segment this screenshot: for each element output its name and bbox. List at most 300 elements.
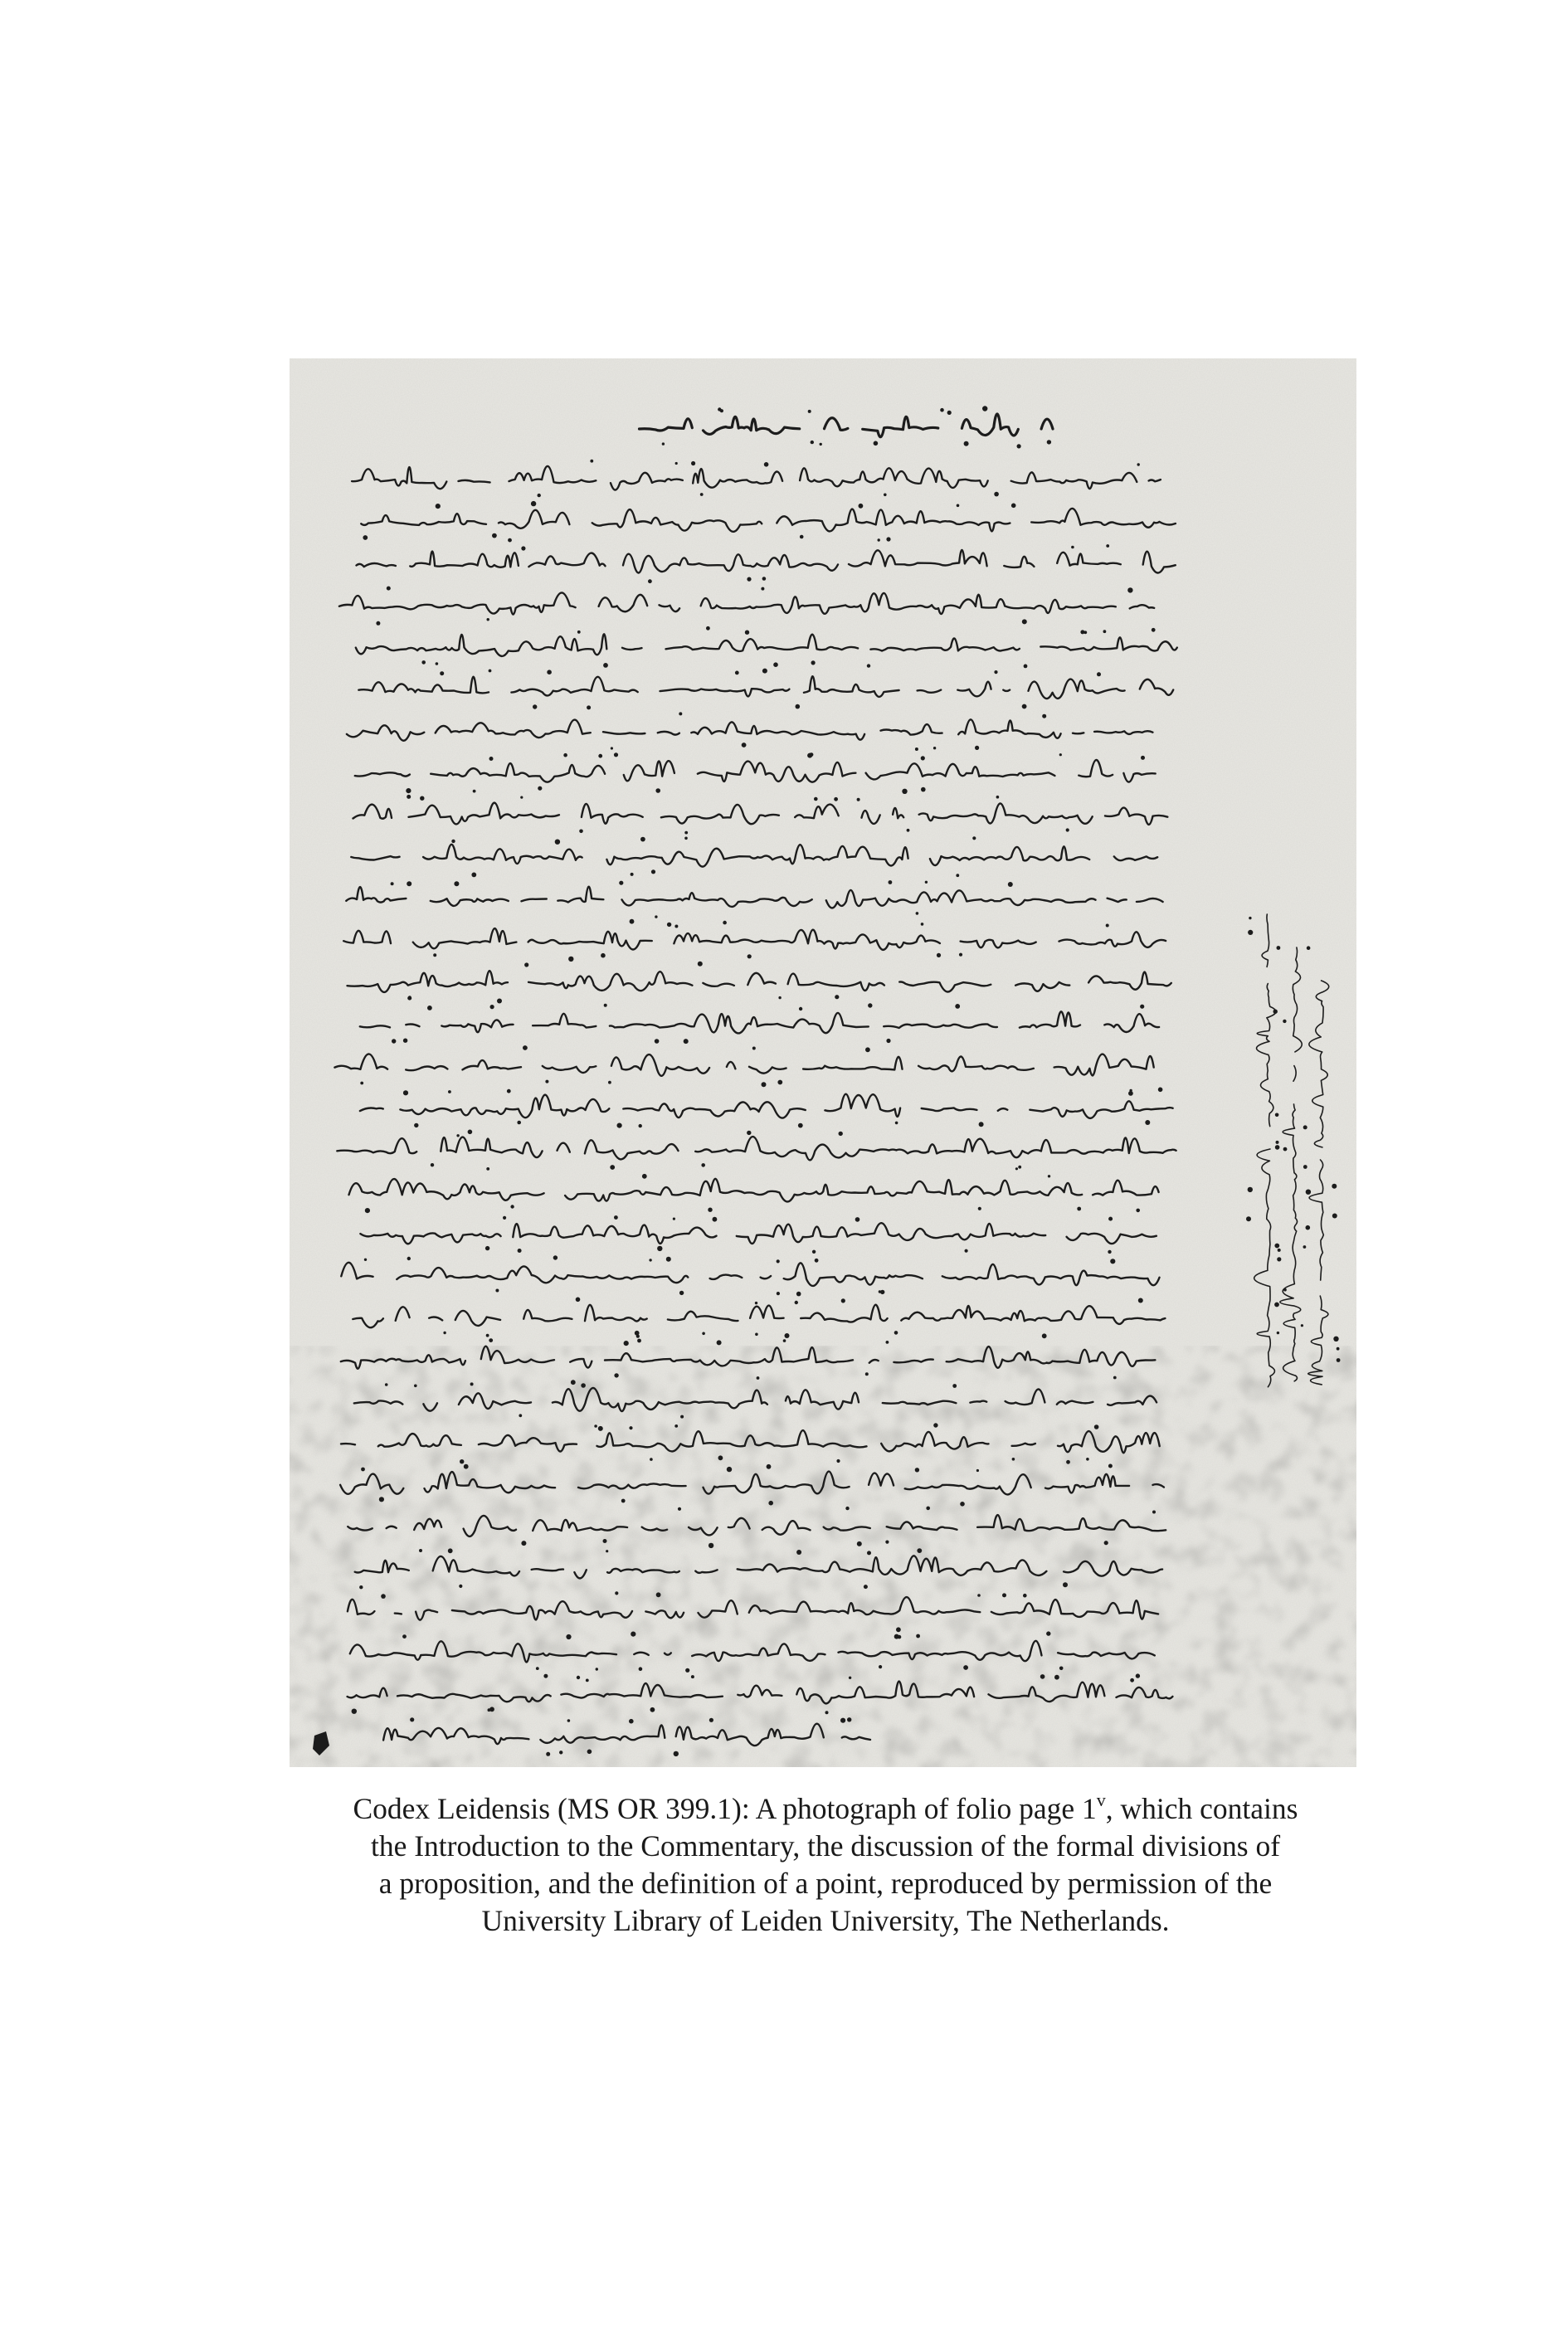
diacritic-dot <box>543 1674 548 1678</box>
diacritic-dot <box>631 1632 635 1637</box>
diacritic-dot <box>1086 1458 1089 1461</box>
diacritic-dot <box>799 1007 802 1010</box>
diacritic-dot <box>747 577 751 582</box>
diacritic-dot <box>1248 930 1253 935</box>
diacritic-dot <box>878 538 880 541</box>
diacritic-dot <box>495 1289 499 1293</box>
diacritic-dot <box>960 1502 965 1507</box>
diacritic-dot <box>640 837 645 842</box>
diacritic-dot <box>485 1246 489 1250</box>
diacritic-dot <box>1097 672 1101 676</box>
diacritic-dot <box>1158 1088 1163 1093</box>
diacritic-dot <box>796 704 801 709</box>
diacritic-dot <box>621 1499 626 1503</box>
diacritic-dot <box>1337 1358 1341 1362</box>
diacritic-dot <box>768 1501 773 1506</box>
diacritic-dot <box>555 840 560 845</box>
diacritic-dot <box>497 999 502 1004</box>
diacritic-dot <box>486 1167 489 1171</box>
diacritic-dot <box>807 753 812 758</box>
diacritic-dot <box>840 1718 845 1723</box>
diacritic-dot <box>1023 1594 1027 1598</box>
diacritic-dot <box>1275 1145 1280 1150</box>
diacritic-dot <box>867 664 870 667</box>
diacritic-dot <box>706 626 710 631</box>
diacritic-dot <box>655 1039 660 1044</box>
diacritic-dot <box>547 670 552 674</box>
diacritic-dot <box>524 962 528 967</box>
diacritic-dot <box>1042 1333 1047 1338</box>
diacritic-dot <box>718 407 721 411</box>
diacritic-dot <box>675 462 678 465</box>
diacritic-dot <box>519 1414 522 1417</box>
diacritic-dot <box>679 1291 684 1295</box>
diacritic-dot <box>421 660 426 665</box>
diacritic-dot <box>655 788 660 793</box>
diacritic-dot <box>773 662 778 667</box>
diacritic-dot <box>473 790 476 793</box>
diacritic-dot <box>717 1340 722 1345</box>
diacritic-dot <box>521 1541 526 1546</box>
diacritic-dot <box>636 1335 640 1338</box>
diacritic-dot <box>436 504 441 509</box>
diacritic-dot <box>691 461 695 465</box>
diacritic-dot <box>886 1039 890 1043</box>
diacritic-dot <box>857 1541 862 1546</box>
diacritic-dot <box>1307 946 1311 950</box>
diacritic-dot <box>713 1217 718 1222</box>
diacritic-dot <box>691 1675 694 1678</box>
diacritic-dot <box>614 752 618 757</box>
diacritic-dot <box>867 1551 871 1555</box>
diacritic-dot <box>865 1372 869 1376</box>
diacritic-dot <box>649 1259 651 1261</box>
diacritic-dot <box>451 840 455 843</box>
diacritic-dot <box>1130 1678 1134 1682</box>
diacritic-dot <box>674 1751 679 1756</box>
diacritic-dot <box>1137 463 1140 465</box>
diacritic-dot <box>488 1708 491 1712</box>
diacritic-dot <box>587 705 591 709</box>
diacritic-dot <box>531 501 536 506</box>
diacritic-dot <box>1274 1303 1279 1307</box>
diacritic-dot <box>757 1376 760 1380</box>
diacritic-dot <box>952 1384 957 1388</box>
diacritic-dot <box>820 443 822 446</box>
diacritic-dot <box>885 1541 889 1544</box>
diacritic-dot <box>650 1707 655 1712</box>
diacritic-dot <box>433 953 436 957</box>
diacritic-dot <box>808 410 811 413</box>
water-stain <box>397 1412 1327 1744</box>
diacritic-dot <box>642 1174 647 1179</box>
diacritic-dot <box>785 1333 790 1338</box>
diacritic-dot <box>907 829 910 832</box>
diacritic-dot <box>486 1334 489 1337</box>
diacritic-dot <box>811 660 816 665</box>
diacritic-dot <box>933 1423 937 1427</box>
diacritic-dot <box>777 1259 780 1263</box>
diacritic-dot <box>996 796 1000 799</box>
diacritic-dot <box>1152 628 1156 632</box>
diacritic-dot <box>407 1257 411 1260</box>
diacritic-dot <box>855 1217 860 1222</box>
diacritic-dot <box>523 1045 528 1050</box>
diacritic-dot <box>864 1585 868 1589</box>
diacritic-dot <box>814 797 818 801</box>
diacritic-dot <box>614 1215 618 1220</box>
diacritic-dot <box>598 754 602 758</box>
diacritic-dot <box>364 1259 367 1261</box>
diacritic-dot <box>886 1341 889 1344</box>
diacritic-dot <box>1136 1209 1140 1213</box>
diacritic-dot <box>926 1507 930 1511</box>
diacritic-dot <box>1022 619 1027 624</box>
diacritic-dot <box>553 1255 558 1259</box>
diacritic-dot <box>518 1249 522 1253</box>
diacritic-dot <box>533 704 537 709</box>
diacritic-dot <box>387 587 391 591</box>
diacritic-dot <box>1301 1324 1303 1327</box>
diacritic-dot <box>1047 440 1051 444</box>
diacritic-dot <box>849 1677 851 1679</box>
diacritic-dot <box>755 1302 757 1304</box>
diacritic-dot <box>684 831 688 835</box>
diacritic-dot <box>777 1080 782 1085</box>
diacritic-dot <box>1273 1010 1278 1014</box>
diacritic-dot <box>857 798 860 801</box>
diacritic-dot <box>812 1250 816 1254</box>
diacritic-dot <box>917 1548 922 1553</box>
diacritic-dot <box>1303 1125 1307 1129</box>
diacritic-dot <box>471 873 476 878</box>
diacritic-dot <box>381 1594 386 1599</box>
diacritic-dot <box>959 953 962 957</box>
diacritic-dot <box>955 1004 960 1009</box>
diacritic-dot <box>915 747 918 751</box>
diacritic-dot <box>392 1039 396 1043</box>
diacritic-dot <box>685 1668 689 1673</box>
diacritic-dot <box>538 786 542 791</box>
diacritic-dot <box>666 1257 671 1262</box>
diacritic-dot <box>503 1216 506 1220</box>
diacritic-dot <box>800 535 804 539</box>
diacritic-dot <box>1333 1337 1338 1342</box>
diacritic-dot <box>615 1591 618 1595</box>
diacritic-dot <box>1141 756 1145 760</box>
diacritic-dot <box>755 1333 758 1337</box>
diacritic-dot <box>1012 1458 1015 1461</box>
diacritic-dot <box>674 925 678 928</box>
diacritic-dot <box>1008 882 1013 887</box>
diacritic-dot <box>1138 1298 1143 1303</box>
diacritic-dot <box>637 1339 641 1343</box>
diacritic-dot <box>916 1634 920 1639</box>
diacritic-dot <box>965 1249 968 1253</box>
caption-line-4: University Library of Leiden University, The Netherlands. <box>481 1904 1170 1937</box>
diacritic-dot <box>448 1090 451 1093</box>
diacritic-dot <box>884 494 887 497</box>
diacritic-dot <box>489 757 494 761</box>
diacritic-dot <box>538 494 541 497</box>
diacritic-dot <box>1110 1259 1115 1264</box>
diacritic-dot <box>619 881 623 885</box>
diacritic-dot <box>735 671 739 675</box>
diacritic-dot <box>590 460 593 463</box>
diacritic-dot <box>1063 1582 1068 1587</box>
diacritic-dot <box>1018 1166 1021 1169</box>
diacritic-dot <box>921 923 924 926</box>
diacritic-dot <box>752 1047 756 1050</box>
diacritic-dot <box>563 753 567 757</box>
diacritic-dot <box>994 670 997 674</box>
diacritic-dot <box>508 538 512 543</box>
diacritic-dot <box>391 882 394 885</box>
diacritic-dot <box>795 1301 798 1304</box>
diacritic-dot <box>1024 665 1028 669</box>
diacritic-dot <box>545 1080 548 1083</box>
diacritic-dot <box>406 788 411 793</box>
diacritic-dot <box>834 797 838 801</box>
diacritic-dot <box>571 1380 576 1385</box>
diacritic-dot <box>352 1709 357 1714</box>
diacritic-dot <box>1066 1460 1070 1464</box>
diacritic-dot <box>517 1121 521 1125</box>
caption-line-3: a proposition, and the definition of a point, reproduced by permission of the <box>378 1867 1273 1900</box>
diacritic-dot <box>489 670 492 673</box>
diacritic-dot <box>1277 946 1281 950</box>
diacritic-dot <box>379 1497 384 1502</box>
diacritic-dot <box>1152 1511 1156 1514</box>
diacritic-dot <box>937 953 941 957</box>
diacritic-dot <box>656 1592 661 1597</box>
diacritic-dot <box>629 1719 634 1724</box>
diacritic-dot <box>559 1751 562 1754</box>
diacritic-dot <box>536 1667 539 1670</box>
diacritic-dot <box>492 533 497 538</box>
diacritic-dot <box>376 621 380 626</box>
diacritic-dot <box>886 537 890 541</box>
diacritic-dot <box>408 996 411 999</box>
diacritic-dot <box>702 1332 705 1336</box>
diacritic-dot <box>468 1130 473 1135</box>
diacritic-dot <box>639 1667 643 1671</box>
diacritic-dot <box>1066 828 1069 831</box>
diacritic-dot <box>679 712 682 715</box>
caption-superscript: v <box>1096 1790 1106 1811</box>
diacritic-dot <box>577 1676 580 1679</box>
diacritic-dot <box>587 1750 592 1755</box>
diacritic-dot <box>678 1507 681 1511</box>
diacritic-dot <box>1127 587 1132 592</box>
diacritic-dot <box>460 1459 464 1463</box>
diacritic-dot <box>896 1627 901 1632</box>
diacritic-dot <box>762 669 767 674</box>
diacritic-dot <box>1083 631 1087 634</box>
diacritic-dot <box>674 1424 678 1428</box>
diacritic-dot <box>487 618 489 621</box>
diacritic-dot <box>915 1468 919 1472</box>
diacritic-dot <box>410 1717 414 1721</box>
diacritic-dot <box>921 756 925 760</box>
diacritic-dot <box>617 1123 622 1128</box>
diacritic-dot <box>581 1383 586 1388</box>
caption-line-1: Codex Leidensis (MS OR 399.1): A photograph of folio page 1$^v$, which contains <box>353 1790 1298 1825</box>
diacritic-dot <box>1276 1141 1279 1144</box>
diacritic-dot <box>1059 1667 1064 1671</box>
diacritic-dot <box>1306 1190 1311 1195</box>
diacritic-dot <box>956 874 959 877</box>
diacritic-dot <box>651 869 655 874</box>
diacritic-dot <box>957 504 960 508</box>
diacritic-dot <box>835 995 839 999</box>
diacritic-dot <box>414 1123 418 1127</box>
diacritic-dot <box>363 535 368 540</box>
diacritic-dot <box>360 1082 363 1085</box>
diacritic-dot <box>796 1550 801 1555</box>
diacritic-dot <box>1071 546 1074 549</box>
diacritic-dot <box>1040 1674 1045 1679</box>
diacritic-dot <box>566 1634 571 1639</box>
diacritic-dot <box>701 1163 705 1167</box>
diacritic-dot <box>1077 1207 1081 1211</box>
diacritic-dot <box>1278 1249 1281 1252</box>
diacritic-dot <box>1249 917 1251 919</box>
diacritic-dot <box>456 1134 459 1137</box>
diacritic-dot <box>568 957 573 962</box>
diacritic-dot <box>604 1004 607 1007</box>
diacritic-dot <box>709 1543 713 1548</box>
diacritic-dot <box>1106 544 1109 548</box>
diacritic-dot <box>1108 1464 1113 1468</box>
diacritic-dot <box>947 411 952 415</box>
diacritic-dot <box>1332 1214 1337 1219</box>
diacritic-dot <box>1046 1631 1050 1635</box>
diacritic-dot <box>440 671 444 675</box>
diacritic-dot <box>448 1548 453 1553</box>
diacritic-dot <box>977 1594 981 1597</box>
diacritic-dot <box>667 923 671 927</box>
diacritic-dot <box>982 406 987 411</box>
diacritic-dot <box>868 1003 872 1007</box>
diacritic-dot <box>459 1585 462 1588</box>
diacritic-dot <box>684 837 688 840</box>
diacritic-dot <box>1103 630 1107 633</box>
diacritic-dot <box>727 1467 732 1472</box>
diacritic-dot <box>596 1668 598 1670</box>
diacritic-dot <box>1054 1675 1059 1680</box>
diacritic-dot <box>880 1290 884 1294</box>
diacritic-dot <box>603 1539 607 1543</box>
diacritic-dot <box>1094 1424 1099 1429</box>
diacritic-dot <box>783 1339 786 1342</box>
diacritic-dot <box>431 1163 434 1166</box>
diacritic-dot <box>921 787 926 792</box>
diacritic-dot <box>963 1665 968 1670</box>
manuscript-photograph <box>290 358 1356 1767</box>
diacritic-dot <box>745 631 749 635</box>
diacritic-dot <box>778 996 781 999</box>
diacritic-dot <box>859 504 864 509</box>
diacritic-dot <box>972 836 976 840</box>
diacritic-dot <box>427 1006 432 1010</box>
diacritic-dot <box>874 441 879 446</box>
diacritic-dot <box>747 1131 751 1135</box>
diacritic-dot <box>1246 1216 1251 1221</box>
diacritic-dot <box>975 746 979 750</box>
diacritic-dot <box>420 796 424 801</box>
diacritic-dot <box>546 1752 550 1756</box>
diacritic-dot <box>1283 1020 1286 1023</box>
diacritic-dot <box>419 1549 422 1552</box>
diacritic-dot <box>1303 1165 1307 1169</box>
diacritic-dot <box>898 1635 902 1639</box>
diacritic-dot <box>825 1711 829 1714</box>
diacritic-dot <box>1108 1250 1111 1254</box>
diacritic-dot <box>1108 1217 1113 1221</box>
diacritic-dot <box>606 1550 608 1552</box>
diacritic-dot <box>655 915 657 918</box>
diacritic-dot <box>811 441 814 444</box>
diacritic-dot <box>510 1205 514 1208</box>
diacritic-dot <box>490 1005 494 1009</box>
diacritic-dot <box>865 1047 870 1052</box>
diacritic-dot <box>964 441 969 446</box>
diacritic-dot <box>709 1718 713 1722</box>
diacritic-dot <box>978 1207 981 1210</box>
diacritic-dot <box>994 492 999 497</box>
diacritic-dot <box>385 1383 388 1386</box>
diacritic-dot <box>662 442 665 445</box>
diacritic-dot <box>1140 1005 1144 1009</box>
diacritic-dot <box>1332 1184 1337 1189</box>
diacritic-dot <box>698 962 703 967</box>
diacritic-dot <box>1059 753 1062 756</box>
diacritic-dot <box>925 881 928 884</box>
caption-line-2: the Introduction to the Commentary, the discussion of the formal divisions of <box>370 1829 1281 1863</box>
diacritic-dot <box>761 587 764 591</box>
diacritic-dot <box>470 1382 474 1385</box>
diacritic-dot <box>648 579 652 583</box>
diacritic-dot <box>361 1468 365 1472</box>
diacritic-dot <box>700 493 704 496</box>
diacritic-dot <box>1277 1257 1281 1261</box>
diacritic-dot <box>1104 1541 1108 1545</box>
diacritic-dot <box>916 912 919 915</box>
diacritic-dot <box>940 408 944 412</box>
diacritic-dot <box>979 1122 984 1127</box>
diacritic-dot <box>836 1459 840 1463</box>
diacritic-dot <box>639 1124 642 1127</box>
diacritic-dot <box>1275 1113 1279 1118</box>
diacritic-dot <box>1022 704 1027 709</box>
diacritic-dot <box>520 796 523 799</box>
diacritic-dot <box>747 954 752 958</box>
diacritic-dot <box>611 747 613 749</box>
diacritic-dot <box>841 1298 845 1303</box>
diacritic-dot <box>673 1218 675 1220</box>
diacritic-dot <box>598 1426 603 1431</box>
diacritic-dot <box>796 1292 801 1297</box>
diacritic-dot <box>1113 1376 1117 1380</box>
diacritic-dot <box>847 1717 851 1721</box>
diacritic-dot <box>1303 1245 1307 1249</box>
diacritic-dot <box>489 1338 493 1342</box>
diacritic-dot <box>1129 1089 1132 1092</box>
diacritic-dot <box>594 1424 597 1428</box>
figure-caption <box>274 1790 1377 1940</box>
diacritic-dot <box>521 546 525 550</box>
